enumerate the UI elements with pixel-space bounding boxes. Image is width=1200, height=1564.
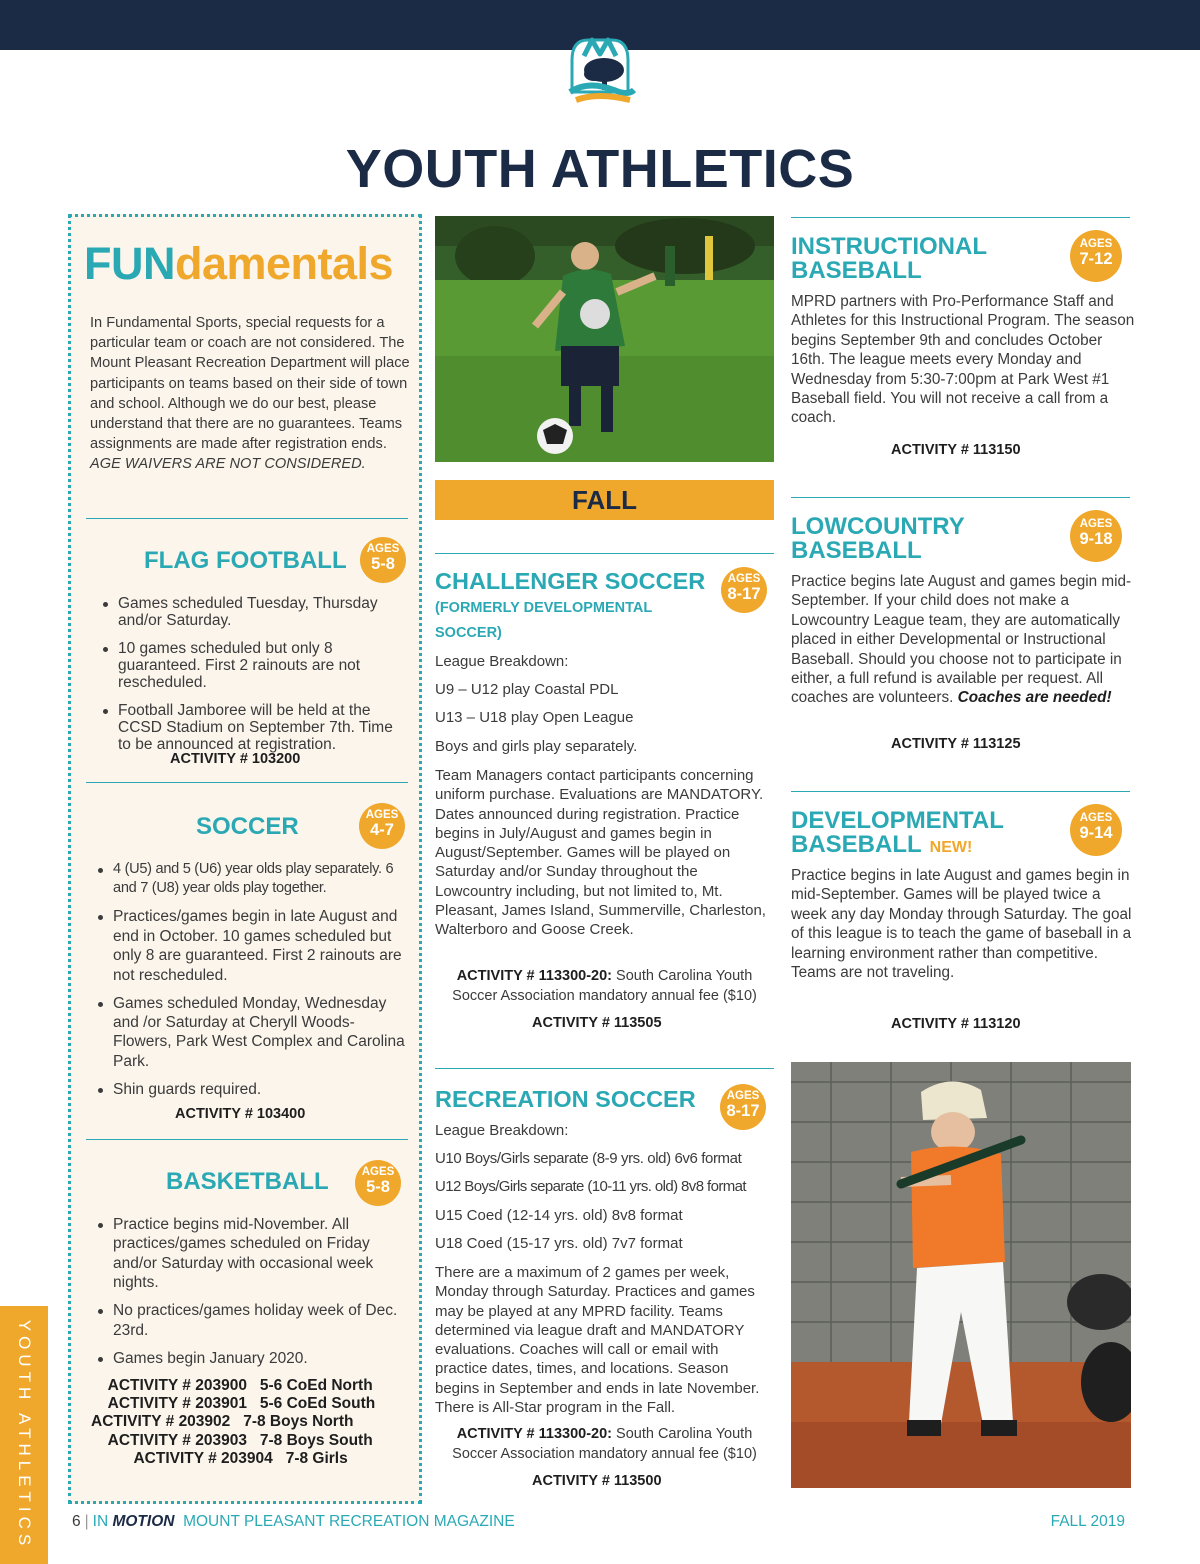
activity-line: ACTIVITY # 203903 7-8 Boys South [91, 1431, 373, 1449]
flag-football-ages-badge [360, 537, 406, 583]
ages-range: 9-14 [1079, 824, 1113, 842]
soccer-list [95, 860, 408, 1108]
ages-label: AGES [366, 543, 400, 555]
recreation-line: U10 Boys/Girls separate (8-9 yrs. old) 6v6 format [435, 1150, 742, 1167]
lowcountry-baseball-activity: ACTIVITY # 113125 [891, 736, 1021, 752]
list-item: Shin guards required. [95, 1080, 408, 1099]
fee-text: South Carolina Youth Soccer Association mandatory annual fee ($10) [452, 968, 757, 1004]
activity-line: ACTIVITY # 203904 7-8 Girls [91, 1449, 348, 1467]
instructional-baseball-body: MPRD partners with Pro-Performance Staff and Athletes for this Instructional Program. The season begins September 9th and concludes October 16th. The league meets every Monday and Wednesday from 5:30-7:00pm at Park West #1 Baseball field. You will not receive a call from a coach. [791, 293, 1135, 427]
challenger-line: U13 – U18 play Open League [435, 709, 634, 726]
flag-football-title: FLAG FOOTBALL [144, 547, 347, 574]
developmental-baseball-title [791, 809, 1004, 860]
footer-season: FALL 2019 [1050, 1513, 1125, 1530]
fundamentals-intro [90, 313, 410, 475]
footer-left [72, 1513, 515, 1531]
ages-range: 5-8 [366, 1178, 390, 1196]
ages-label: AGES [1079, 518, 1113, 530]
soccer-player-photo [435, 216, 774, 462]
recreation-soccer-fee [435, 1424, 774, 1464]
lowcountry-baseball-body [791, 572, 1133, 708]
body-text: Practice begins late August and games begin mid-September. If your child does not make a Lowcountry League team, they are automatically placed in either Developmental or Instructional Baseball. Should you choose not to participate in either, a full refund is available per request. All coaches are volunteers. [791, 573, 1132, 707]
challenger-soccer-fee [435, 966, 774, 1006]
basketball-activities [91, 1377, 375, 1468]
fundamentals-heading [84, 238, 393, 290]
soccer-ages-badge [359, 803, 405, 849]
instructional-baseball-activity: ACTIVITY # 113150 [891, 442, 1021, 458]
challenger-ages-badge [721, 567, 767, 613]
ages-range: 7-12 [1079, 250, 1113, 268]
fall-banner: FALL [435, 480, 774, 520]
page-number: 6 [72, 1513, 81, 1530]
flag-football-activity: ACTIVITY # 103200 [170, 751, 301, 767]
list-item: Games scheduled Tuesday, Thursday and/or Saturday. [100, 595, 400, 629]
ages-range: 4-7 [370, 821, 394, 839]
list-item: 10 games scheduled but only 8 guaranteed. First 2 rainouts are not rescheduled. [100, 640, 400, 691]
title-line: BASEBALL [791, 537, 922, 564]
recreation-soccer-title: RECREATION SOCCER [435, 1086, 696, 1112]
footer-motion: MOTION [112, 1513, 175, 1530]
page-title: YOUTH ATHLETICS [345, 139, 855, 199]
fundamentals-heading-fun: FUN [84, 238, 175, 289]
activity-line: ACTIVITY # 203900 5-6 CoEd North [91, 1377, 373, 1394]
footer-separator: | [84, 1513, 89, 1530]
section-divider [86, 518, 408, 519]
recreation-ages-badge [720, 1084, 766, 1130]
instructional-ages-badge [1070, 230, 1122, 282]
list-item: Games begin January 2020. [95, 1349, 408, 1368]
list-item: 4 (U5) and 5 (U6) year olds play separately. 6 and 7 (U8) year olds play together. [95, 860, 408, 899]
age-waiver-note: AGE WAIVERS ARE NOT CONSIDERED. [90, 456, 366, 473]
fee-activity: ACTIVITY # 113300-20: [456, 968, 612, 984]
ages-label: AGES [1079, 812, 1113, 824]
challenger-line: League Breakdown: [435, 653, 569, 670]
recreation-line: U15 Coed (12-14 yrs. old) 8v8 format [435, 1207, 683, 1224]
challenger-soccer-body: Team Managers contact participants concerning uniform purchase. Evaluations are MANDATORY. Dates announced during registration. Practice begins in July/August and games begin in August/September. Games will be played on Saturday and/or Sunday throughout the Lowcountry including, but not limited to, Mt. Pleasant, James Island, Summerville, Charleston, Walterboro and Goose Creek. [435, 767, 766, 939]
activity-line: ACTIVITY # 203902 7-8 Boys North [91, 1413, 354, 1431]
lowcountry-baseball-title [791, 515, 965, 563]
ages-label: AGES [361, 1166, 395, 1178]
section-divider [791, 791, 1130, 792]
title-line: INSTRUCTIONAL [791, 233, 987, 260]
developmental-ages-badge [1070, 804, 1122, 856]
ages-range: 8-17 [726, 1102, 760, 1120]
list-item: No practices/games holiday week of Dec. 23rd. [95, 1301, 408, 1340]
basketball-ages-badge [355, 1160, 401, 1206]
list-item: Practice begins mid-November. All practices/games scheduled on Friday and/or Saturday with occasional week nights. [95, 1215, 408, 1293]
ages-label: AGES [365, 809, 399, 821]
title-line [791, 833, 1004, 860]
fee-activity: ACTIVITY # 113300-20: [456, 1426, 612, 1442]
section-divider [791, 217, 1130, 218]
recreation-line: U18 Coed (15-17 yrs. old) 7v7 format [435, 1235, 683, 1252]
challenger-soccer-title: CHALLENGER SOCCER [435, 568, 706, 594]
recreation-soccer-activity: ACTIVITY # 113500 [532, 1473, 662, 1489]
challenger-line: Boys and girls play separately. [435, 738, 638, 755]
section-divider [86, 782, 408, 783]
basketball-list [95, 1215, 408, 1377]
section-divider [86, 1139, 408, 1140]
challenger-line: U9 – U12 play Coastal PDL [435, 681, 619, 698]
footer-in: IN [92, 1513, 113, 1530]
challenger-soccer-subtitle: (FORMERLY DEVELOPMENTAL SOCCER) [435, 600, 652, 641]
new-badge: NEW! [929, 839, 973, 856]
lowcountry-ages-badge [1070, 510, 1122, 562]
title-line: LOWCOUNTRY [791, 513, 965, 540]
soccer-title: SOCCER [196, 813, 299, 840]
ages-label: AGES [1079, 238, 1113, 250]
list-item: Football Jamboree will be held at the CCSD Stadium on September 7th. Time to be announced at registration. [100, 702, 400, 753]
coaches-needed: Coaches are needed! [957, 689, 1112, 707]
ages-label: AGES [727, 573, 761, 585]
fundamentals-heading-rest: damentals [174, 238, 394, 289]
title-line: BASEBALL [791, 257, 922, 284]
recreation-line: League Breakdown: [435, 1122, 569, 1139]
recreation-soccer-body: There are a maximum of 2 games per week, Monday through Saturday. Practices and games may be played at any MPRD facility. Teams determined via league draft and MANDATORY evaluations. Coaches will call or email with practice dates, times, and locations. Season begins in September and ends in late November. There is All-Star program in the Fall. [435, 1264, 760, 1417]
ages-range: 8-17 [727, 585, 761, 603]
flag-football-list [100, 595, 400, 764]
recreation-line: U12 Boys/Girls separate (10-11 yrs. old) 8v8 format [435, 1178, 746, 1195]
section-divider [435, 1068, 774, 1069]
basketball-title: BASKETBALL [166, 1168, 329, 1195]
ages-range: 5-8 [371, 555, 395, 573]
ages-range: 9-18 [1079, 530, 1113, 548]
footer-magazine: MOUNT PLEASANT RECREATION MAGAZINE [183, 1513, 515, 1530]
developmental-baseball-activity: ACTIVITY # 113120 [891, 1016, 1021, 1032]
section-divider [435, 553, 774, 554]
fee-text: South Carolina Youth Soccer Association mandatory annual fee ($10) [452, 1426, 757, 1462]
developmental-baseball-body: Practice begins in late August and games begin in mid-September. Games will be played twice a week any day Monday through Saturday. The goal of this league is to teach the game of baseball in a learning environment rather than competitive. Teams are not traveling. [791, 867, 1132, 982]
title-line: DEVELOPMENTAL [791, 807, 1004, 834]
mprd-logo [558, 30, 642, 114]
fundamentals-body: In Fundamental Sports, special requests for a particular team or coach are not considered. The Mount Pleasant Recreation Department will place participants on teams based on their side of town and school. Although we do our best, please understand that there are no guarantees. Teams assignments are made after registration ends. [90, 315, 410, 453]
section-divider [791, 497, 1130, 498]
ages-label: AGES [726, 1090, 760, 1102]
list-item: Games scheduled Monday, Wednesday and /or Saturday at Cheryll Woods-Flowers, Park West Complex and Carolina Park. [95, 994, 408, 1072]
list-item: Practices/games begin in late August and end in October. 10 games scheduled but only 8 are guaranteed. First 2 rainouts are not rescheduled. [95, 907, 408, 985]
section-side-label: YOUTH ATHLETICS [15, 1319, 34, 1551]
instructional-baseball-title [791, 235, 987, 283]
title-line-2: BASEBALL [791, 831, 922, 858]
baseball-player-photo [791, 1062, 1131, 1488]
challenger-soccer-activity: ACTIVITY # 113505 [532, 1015, 662, 1031]
soccer-activity: ACTIVITY # 103400 [175, 1106, 306, 1122]
activity-line: ACTIVITY # 203901 5-6 CoEd South [91, 1395, 376, 1413]
